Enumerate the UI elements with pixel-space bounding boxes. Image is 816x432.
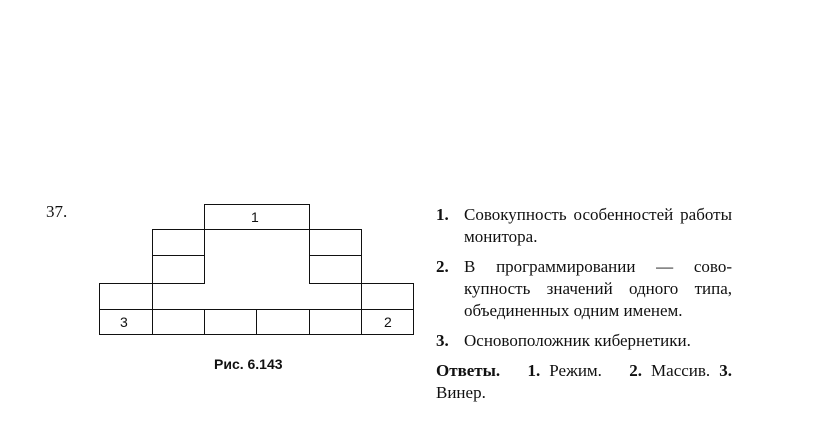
clue-item (436, 204, 732, 248)
answer-text: Режим. (549, 361, 602, 380)
figure-caption: Рис. 6.143 (214, 356, 283, 372)
answers-title: Ответы. (436, 361, 501, 380)
clue-number: 1. (436, 205, 449, 224)
crossword-cell (152, 309, 205, 335)
cell-label-1: 1 (251, 209, 259, 225)
clue-number: 3. (436, 331, 449, 350)
clue-list (436, 204, 732, 404)
crossword-cell (204, 309, 257, 335)
problem-number: 37. (46, 202, 68, 221)
crossword-cell (309, 255, 362, 284)
crossword-cell (256, 309, 310, 335)
answer-number: 2. (629, 361, 642, 380)
answer-text: Массив. (651, 361, 711, 380)
crossword-cell (309, 309, 362, 335)
answer-number: 1. (527, 361, 541, 380)
crossword-cell (309, 229, 362, 256)
answer-text: Винер. (436, 383, 486, 402)
crossword-cell (152, 229, 205, 256)
answer-number: 3. (719, 361, 733, 380)
clue-number: 2. (436, 257, 449, 276)
crossword-cell (99, 283, 153, 310)
clue-text: В программировании — сово-купность значений одного типа, объединенных одним именем. (464, 257, 732, 320)
cell-label-3: 3 (120, 314, 128, 330)
crossword-cell (152, 255, 205, 284)
crossword-cell (361, 283, 414, 310)
cell-label-2: 2 (384, 314, 392, 330)
clue-text: Основоположник кибернетики. (464, 331, 691, 350)
answers (436, 360, 732, 404)
clue-item (436, 330, 732, 352)
clue-item (436, 256, 732, 322)
clue-text: Совокупность особенностей работы монитора. (464, 205, 732, 246)
